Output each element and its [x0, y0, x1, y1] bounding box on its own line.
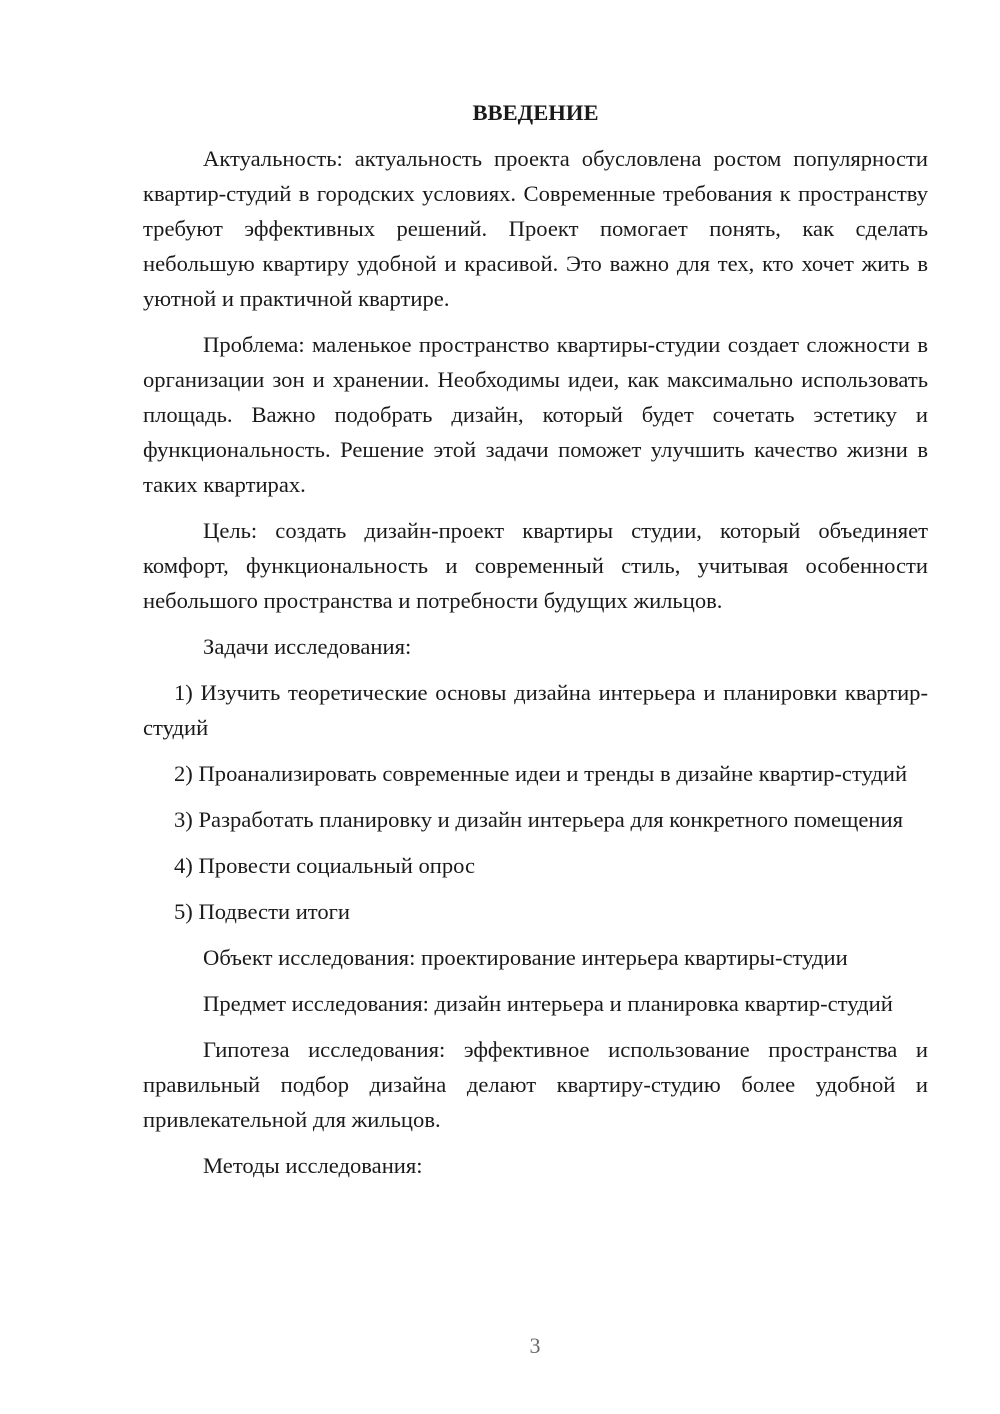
goal-paragraph: Цель: создать дизайн-проект квартиры студии, который объединяет комфорт, функциональность и современный стиль, учитывая особенности небольшого пространства и потребности будущих жильцов.: [143, 518, 928, 613]
section-heading: ВВЕДЕНИЕ: [472, 100, 599, 125]
research-methods-heading: Методы исследования:: [203, 1153, 423, 1178]
task-item-3: 3) Разработать планировку и дизайн интерьера для конкретного помещения: [174, 807, 903, 832]
task-item-4: 4) Провести социальный опрос: [174, 853, 476, 878]
document-page: [143, 95, 928, 1194]
research-object-paragraph: Объект исследования: проектирование интерьера квартиры-студии: [203, 945, 848, 970]
page-number: 3: [529, 1333, 541, 1358]
problem-paragraph: Проблема: маленькое пространство квартиры-студии создает сложности в организации зон и хранении. Необходимы идеи, как максимально использовать площадь. Важно подобрать дизайн, который будет сочетать эстетику и функциональность. Решение этой задачи поможет улучшить качество жизни в таких квартирах.: [143, 332, 928, 497]
relevance-paragraph: Актуальность: актуальность проекта обусловлена ростом популярности квартир-студий в городских условиях. Современные требования к пространству требуют эффективных решений. Проект помогает понять, как сделать небольшую квартиру удобной и красивой. Это важно для тех, кто хочет жить в уютной и практичной квартире.: [143, 146, 928, 311]
research-subject-paragraph: Предмет исследования: дизайн интерьера и планировка квартир-студий: [203, 991, 893, 1016]
task-item-5: 5) Подвести итоги: [174, 899, 351, 924]
research-hypothesis-paragraph: Гипотеза исследования: эффективное использование пространства и правильный подбор дизайна делают квартиру-студию более удобной и привлекательной для жильцов.: [143, 1037, 928, 1132]
tasks-intro: Задачи исследования:: [203, 634, 412, 659]
task-item-2: 2) Проанализировать современные идеи и тренды в дизайне квартир-студий: [174, 761, 908, 786]
task-item-1: 1) Изучить теоретические основы дизайна интерьера и планировки квартир-студий: [143, 680, 928, 740]
